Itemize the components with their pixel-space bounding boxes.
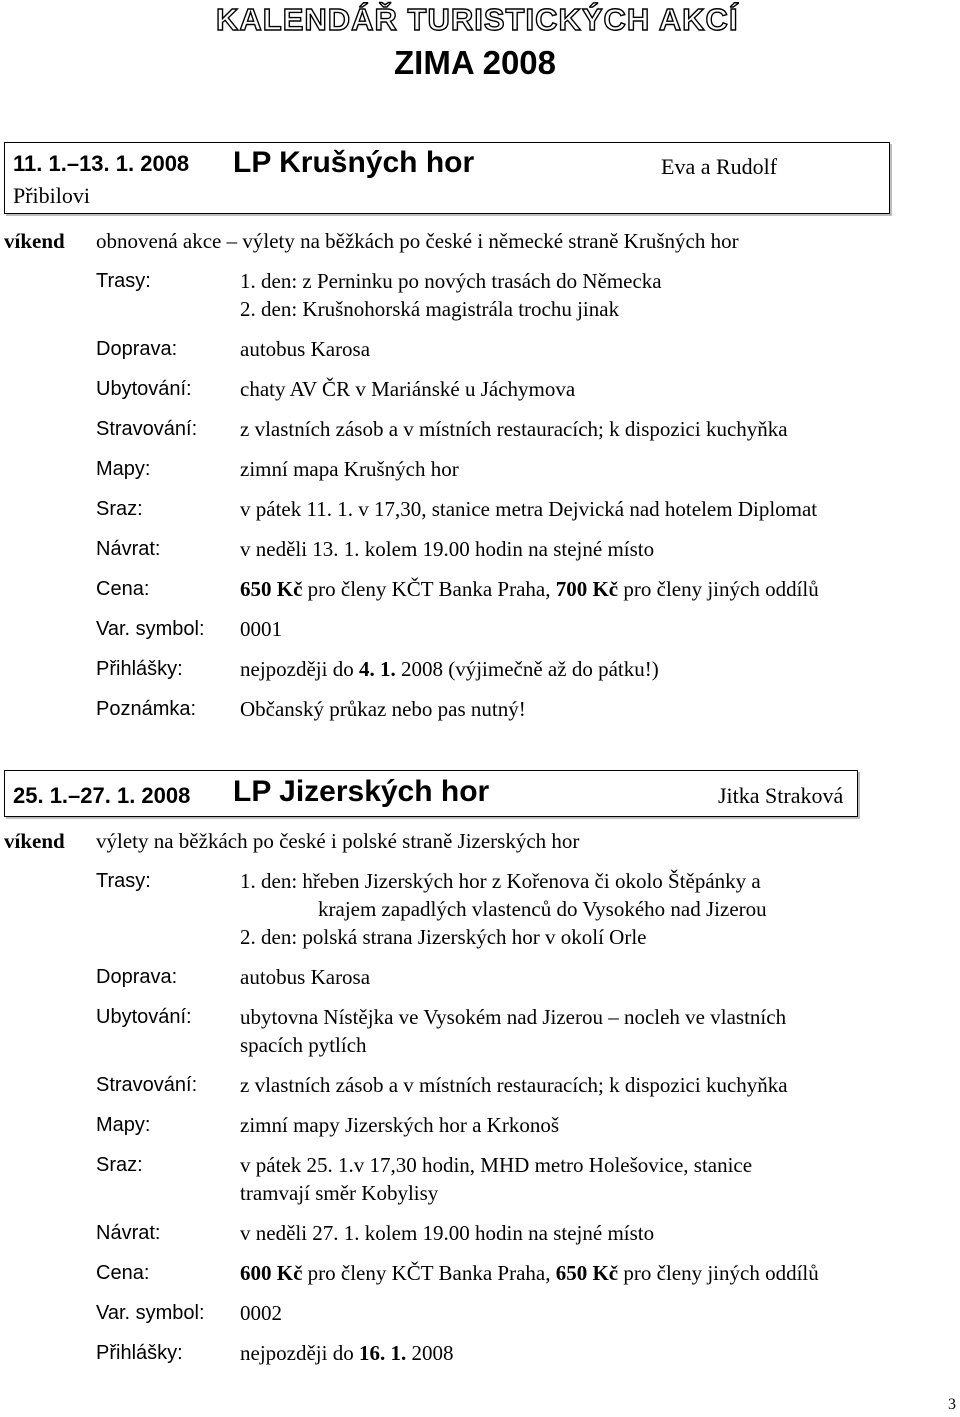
- event-2-mapy: zimní mapy Jizerských hor a Krkonoš: [240, 1113, 560, 1137]
- event-2-label-ubytovani: Ubytování:: [96, 1006, 192, 1028]
- event-1-label-sraz: Sraz:: [96, 498, 143, 520]
- event-2-label-trasy: Trasy:: [96, 870, 151, 892]
- event-2-sraz-1: v pátek 25. 1.v 17,30 hodin, MHD metro Holešovice, stanice: [240, 1153, 753, 1177]
- event-1-label-trasy: Trasy:: [96, 270, 151, 292]
- event-1-price-others-text: pro členy jiných oddílů: [618, 577, 819, 601]
- event-1-ubytovani: chaty AV ČR v Mariánské u Jáchymova: [240, 377, 576, 401]
- event-2-label-sraz: Sraz:: [96, 1154, 143, 1176]
- event-1-label-stravovani: Stravování:: [96, 418, 198, 440]
- event-2-prihlasky-prefix: nejpozději do: [240, 1341, 359, 1365]
- event-1-label-var-symbol: Var. symbol:: [96, 618, 205, 640]
- event-2-label-doprava: Doprava:: [96, 966, 178, 988]
- event-2-prihlasky: [240, 1341, 453, 1366]
- event-1-navrat: v neděli 13. 1. kolem 19.00 hodin na stejné místo: [240, 537, 655, 561]
- event-2-label-cena: Cena:: [96, 1262, 150, 1284]
- event-2-label-mapy: Mapy:: [96, 1114, 151, 1136]
- event-1-leader: Eva a Rudolf: [661, 154, 778, 179]
- event-2-price-members: 600 Kč: [240, 1261, 303, 1285]
- event-1-mapy: zimní mapa Krušných hor: [240, 457, 459, 481]
- event-2-prihlasky-date: 16. 1.: [358, 1341, 407, 1365]
- season-heading: ZIMA 2008: [394, 44, 557, 81]
- event-2-price-others-text: pro členy jiných oddílů: [618, 1261, 819, 1285]
- event-2-navrat: v neděli 27. 1. kolem 19.00 hodin na stejné místo: [240, 1221, 655, 1245]
- event-1-price-others: 700 Kč: [555, 577, 619, 601]
- event-2-cena: [240, 1261, 819, 1286]
- event-1-poznamka: Občanský průkaz nebo pas nutný!: [240, 697, 526, 721]
- event-1-label-mapy: Mapy:: [96, 458, 151, 480]
- event-2-label-navrat: Návrat:: [96, 1222, 161, 1244]
- event-1-summary: obnovená akce – výlety na běžkách po české i německé straně Krušných hor: [96, 229, 739, 253]
- event-1-price-members-text: pro členy KČT Banka Praha,: [302, 577, 556, 601]
- event-2-weekend: víkend: [4, 829, 65, 853]
- event-1-label-doprava: Doprava:: [96, 338, 178, 360]
- event-1-price-members: 650 Kč: [240, 577, 303, 601]
- event-2-trasy-1b: krajem zapadlých vlastenců do Vysokého nad Jizerou: [318, 897, 767, 921]
- event-2-price-others: 650 Kč: [555, 1261, 619, 1285]
- event-2-doprava: autobus Karosa: [240, 965, 371, 989]
- event-1-trasy-1: 1. den: z Perninku po nových trasách do Německa: [240, 269, 662, 293]
- event-1-cena: [240, 577, 819, 602]
- event-1-label-ubytovani: Ubytování:: [96, 378, 192, 400]
- event-2-dates: 25. 1.–27. 1. 2008: [13, 783, 191, 808]
- event-1-label-cena: Cena:: [96, 578, 150, 600]
- event-2-label-prihlasky: Přihlášky:: [96, 1342, 183, 1364]
- event-2-name: LP Jizerských hor: [233, 775, 490, 808]
- event-2-trasy-2: 2. den: polská strana Jizerských hor v okolí Orle: [240, 925, 647, 949]
- event-1-label-poznamka: Poznámka:: [96, 698, 197, 720]
- event-2-leader: Jitka Straková: [718, 783, 844, 808]
- event-2-ubytovani-2: spacích pytlích: [240, 1033, 367, 1057]
- event-2-ubytovani-1: ubytovna Nístějka ve Vysokém nad Jizerou – nocleh ve vlastních: [240, 1005, 787, 1029]
- event-1-sraz: v pátek 11. 1. v 17,30, stanice metra Dejvická nad hotelem Diplomat: [240, 497, 818, 521]
- event-1-name: LP Krušných hor: [233, 146, 475, 179]
- event-1-stravovani: z vlastních zásob a v místních restauracích; k dispozici kuchyňka: [240, 417, 788, 441]
- event-2-sraz-2: tramvají směr Kobylisy: [240, 1181, 439, 1205]
- event-1-prihlasky-date: 4. 1.: [358, 657, 396, 681]
- event-2-summary: výlety na běžkách po české i polské straně Jizerských hor: [96, 829, 580, 853]
- event-1-weekend: víkend: [4, 229, 65, 253]
- event-1-label-navrat: Návrat:: [96, 538, 161, 560]
- event-1-doprava: autobus Karosa: [240, 337, 371, 361]
- event-1-prihlasky: [240, 657, 659, 682]
- event-2-trasy-1: 1. den: hřeben Jizerských hor z Kořenova či okolo Štěpánky a: [240, 869, 761, 893]
- event-1-label-prihlasky: Přihlášky:: [96, 658, 183, 680]
- event-2-var-symbol: 0002: [240, 1301, 282, 1325]
- event-1-prihlasky-suffix: 2008 (výjimečně až do pátku!): [395, 657, 659, 681]
- event-2-prihlasky-suffix: 2008: [406, 1341, 454, 1365]
- event-1-leader-cont: Přibilovi: [13, 183, 91, 208]
- page-number: 3: [948, 1396, 956, 1413]
- event-2-stravovani: z vlastních zásob a v místních restauracích; k dispozici kuchyňka: [240, 1073, 788, 1097]
- event-1-trasy-2: 2. den: Krušnohorská magistrála trochu jinak: [240, 297, 620, 321]
- event-1-var-symbol: 0001: [240, 617, 282, 641]
- event-1-dates: 11. 1.–13. 1. 2008: [13, 151, 190, 176]
- calendar-title: KALENDÁŘ TURISTICKÝCH AKCÍ: [216, 2, 739, 37]
- event-2-label-var-symbol: Var. symbol:: [96, 1302, 205, 1324]
- event-1-prihlasky-prefix: nejpozději do: [240, 657, 359, 681]
- event-2-price-members-text: pro členy KČT Banka Praha,: [302, 1261, 556, 1285]
- event-2-label-stravovani: Stravování:: [96, 1074, 198, 1096]
